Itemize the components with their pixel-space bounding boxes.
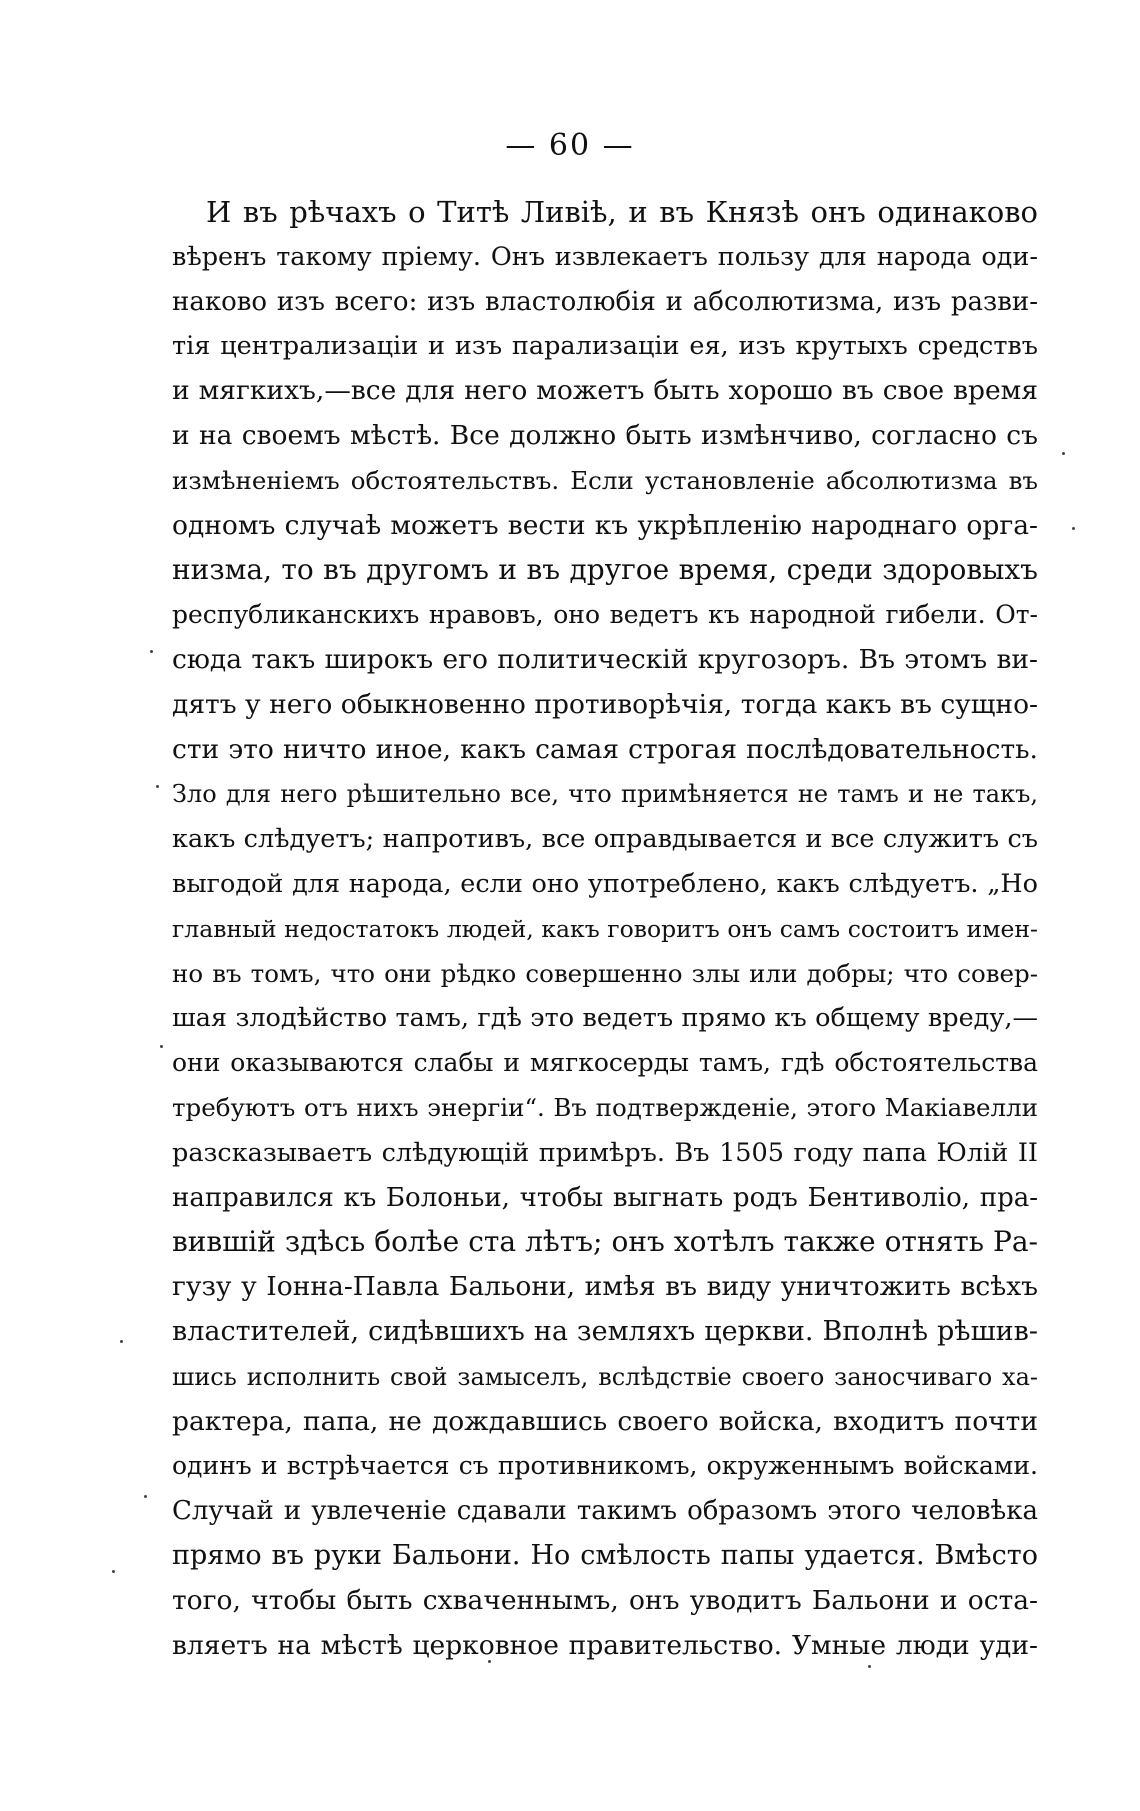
scan-speck [488, 1660, 491, 1663]
text-line: гузу у Іонна-Павла Бальони, имѣя въ виду уничтожить всѣхъ [172, 1271, 1038, 1303]
text-line: тія централизаціи и изъ парализаціи ея, изъ крутыхъ средствъ [172, 331, 1038, 362]
text-line: сюда такъ широкъ его политическій кругозоръ. Въ этомъ ви- [172, 643, 1038, 675]
text-line: сти это ничто иное, какъ самая строгая послѣдовательность. [172, 733, 1038, 765]
text-line: вѣренъ такому пріему. Онъ извлекаетъ пользу для народа оди- [172, 241, 1038, 272]
text-line: и мягкихъ,—все для него можетъ быть хорошо въ свое время [172, 375, 1038, 407]
text-line: Зло для него рѣшительно все, что примѣняется не тамъ и не такъ, [172, 780, 1038, 809]
text-line: республиканскихъ нравовъ, оно ведетъ къ народной гибели. От- [172, 600, 1038, 630]
text-line: вляетъ на мѣстѣ церковное правительство. Умные люди уди- [172, 1629, 1038, 1661]
text-line: они оказываются слабы и мягкосерды тамъ, гдѣ обстоятельства [172, 1048, 1038, 1078]
text-line: направился къ Болоньи, чтобы выгнать родъ Бентиволіо, пра- [172, 1182, 1038, 1213]
text-line: одинъ и встрѣчается съ противникомъ, окруженнымъ войсками. [172, 1451, 1038, 1481]
scan-speck [120, 1340, 123, 1343]
scan-speck [160, 1045, 163, 1048]
text-line: шись исполнить свой замыселъ, вслѣдствіе своего заносчиваго ха- [172, 1362, 1038, 1391]
text-line: разсказываетъ слѣдующій примѣръ. Въ 1505 году папа Юлій II [172, 1137, 1038, 1168]
text-line: главный недостатокъ людей, какъ говоритъ онъ самъ состоитъ имен- [172, 914, 1038, 943]
scan-speck [1062, 452, 1065, 455]
text-line: требуютъ отъ нихъ энергіи“. Въ подтвержденіе, этого Макіавелли [172, 1092, 1038, 1122]
text-line: властителей, сидѣвшихъ на земляхъ церкви. Вполнѣ рѣшив- [172, 1315, 1038, 1347]
text-line: выгодой для народа, если оно употреблено, какъ слѣдуетъ. „Но [172, 868, 1038, 899]
text-line: измѣненіемъ обстоятельствъ. Если установленіе абсолютизма въ [172, 465, 1038, 495]
text-line: какъ слѣдуетъ; напротивъ, все оправдывается и все служитъ съ [172, 824, 1038, 855]
text-line: наково изъ всего: изъ властолюбія и абсолютизма, изъ разви- [172, 286, 1038, 317]
text-line: Случай и увлеченіе сдавали такимъ образомъ этого человѣка [172, 1496, 1038, 1527]
text-line: низма, то въ другомъ и въ другое время, среди здоровыхъ [172, 553, 1038, 587]
body-text [172, 190, 1038, 1668]
text-line: шая злодѣйство тамъ, гдѣ это ведетъ прямо къ общему вреду,— [172, 1003, 1038, 1034]
scan-speck [144, 1495, 147, 1498]
text-line: И въ рѣчахъ о Титѣ Ливіѣ, и въ Князѣ онъ одинаково [206, 195, 1038, 229]
scan-speck [156, 785, 159, 788]
scan-speck [1072, 527, 1075, 530]
text-line: прямо въ руки Бальони. Но смѣлость папы удается. Вмѣсто [172, 1539, 1038, 1571]
text-line: и на своемъ мѣстѣ. Все должно быть измѣнчиво, согласно съ [172, 419, 1038, 451]
text-line: вившій здѣсь болѣе ста лѣтъ; онъ хотѣлъ также отнять Ра- [172, 1225, 1038, 1259]
text-line: рактера, папа, не дождавшись своего войска, входитъ почти [172, 1405, 1038, 1437]
text-line: но въ томъ, что они рѣдко совершенно злы или добры; что совер- [172, 958, 1038, 988]
scan-speck [868, 1665, 871, 1668]
scan-speck [112, 1570, 115, 1573]
scan-speck [150, 650, 153, 653]
text-line: одномъ случаѣ можетъ вести къ укрѣпленію народнаго орга- [172, 509, 1038, 541]
text-line: того, чтобы быть схваченнымъ, онъ уводитъ Бальони и оста- [172, 1584, 1038, 1616]
page-number: — 60 — [505, 128, 635, 163]
text-line: дятъ у него обыкновенно противорѣчія, тогда какъ въ сущно- [172, 688, 1038, 720]
